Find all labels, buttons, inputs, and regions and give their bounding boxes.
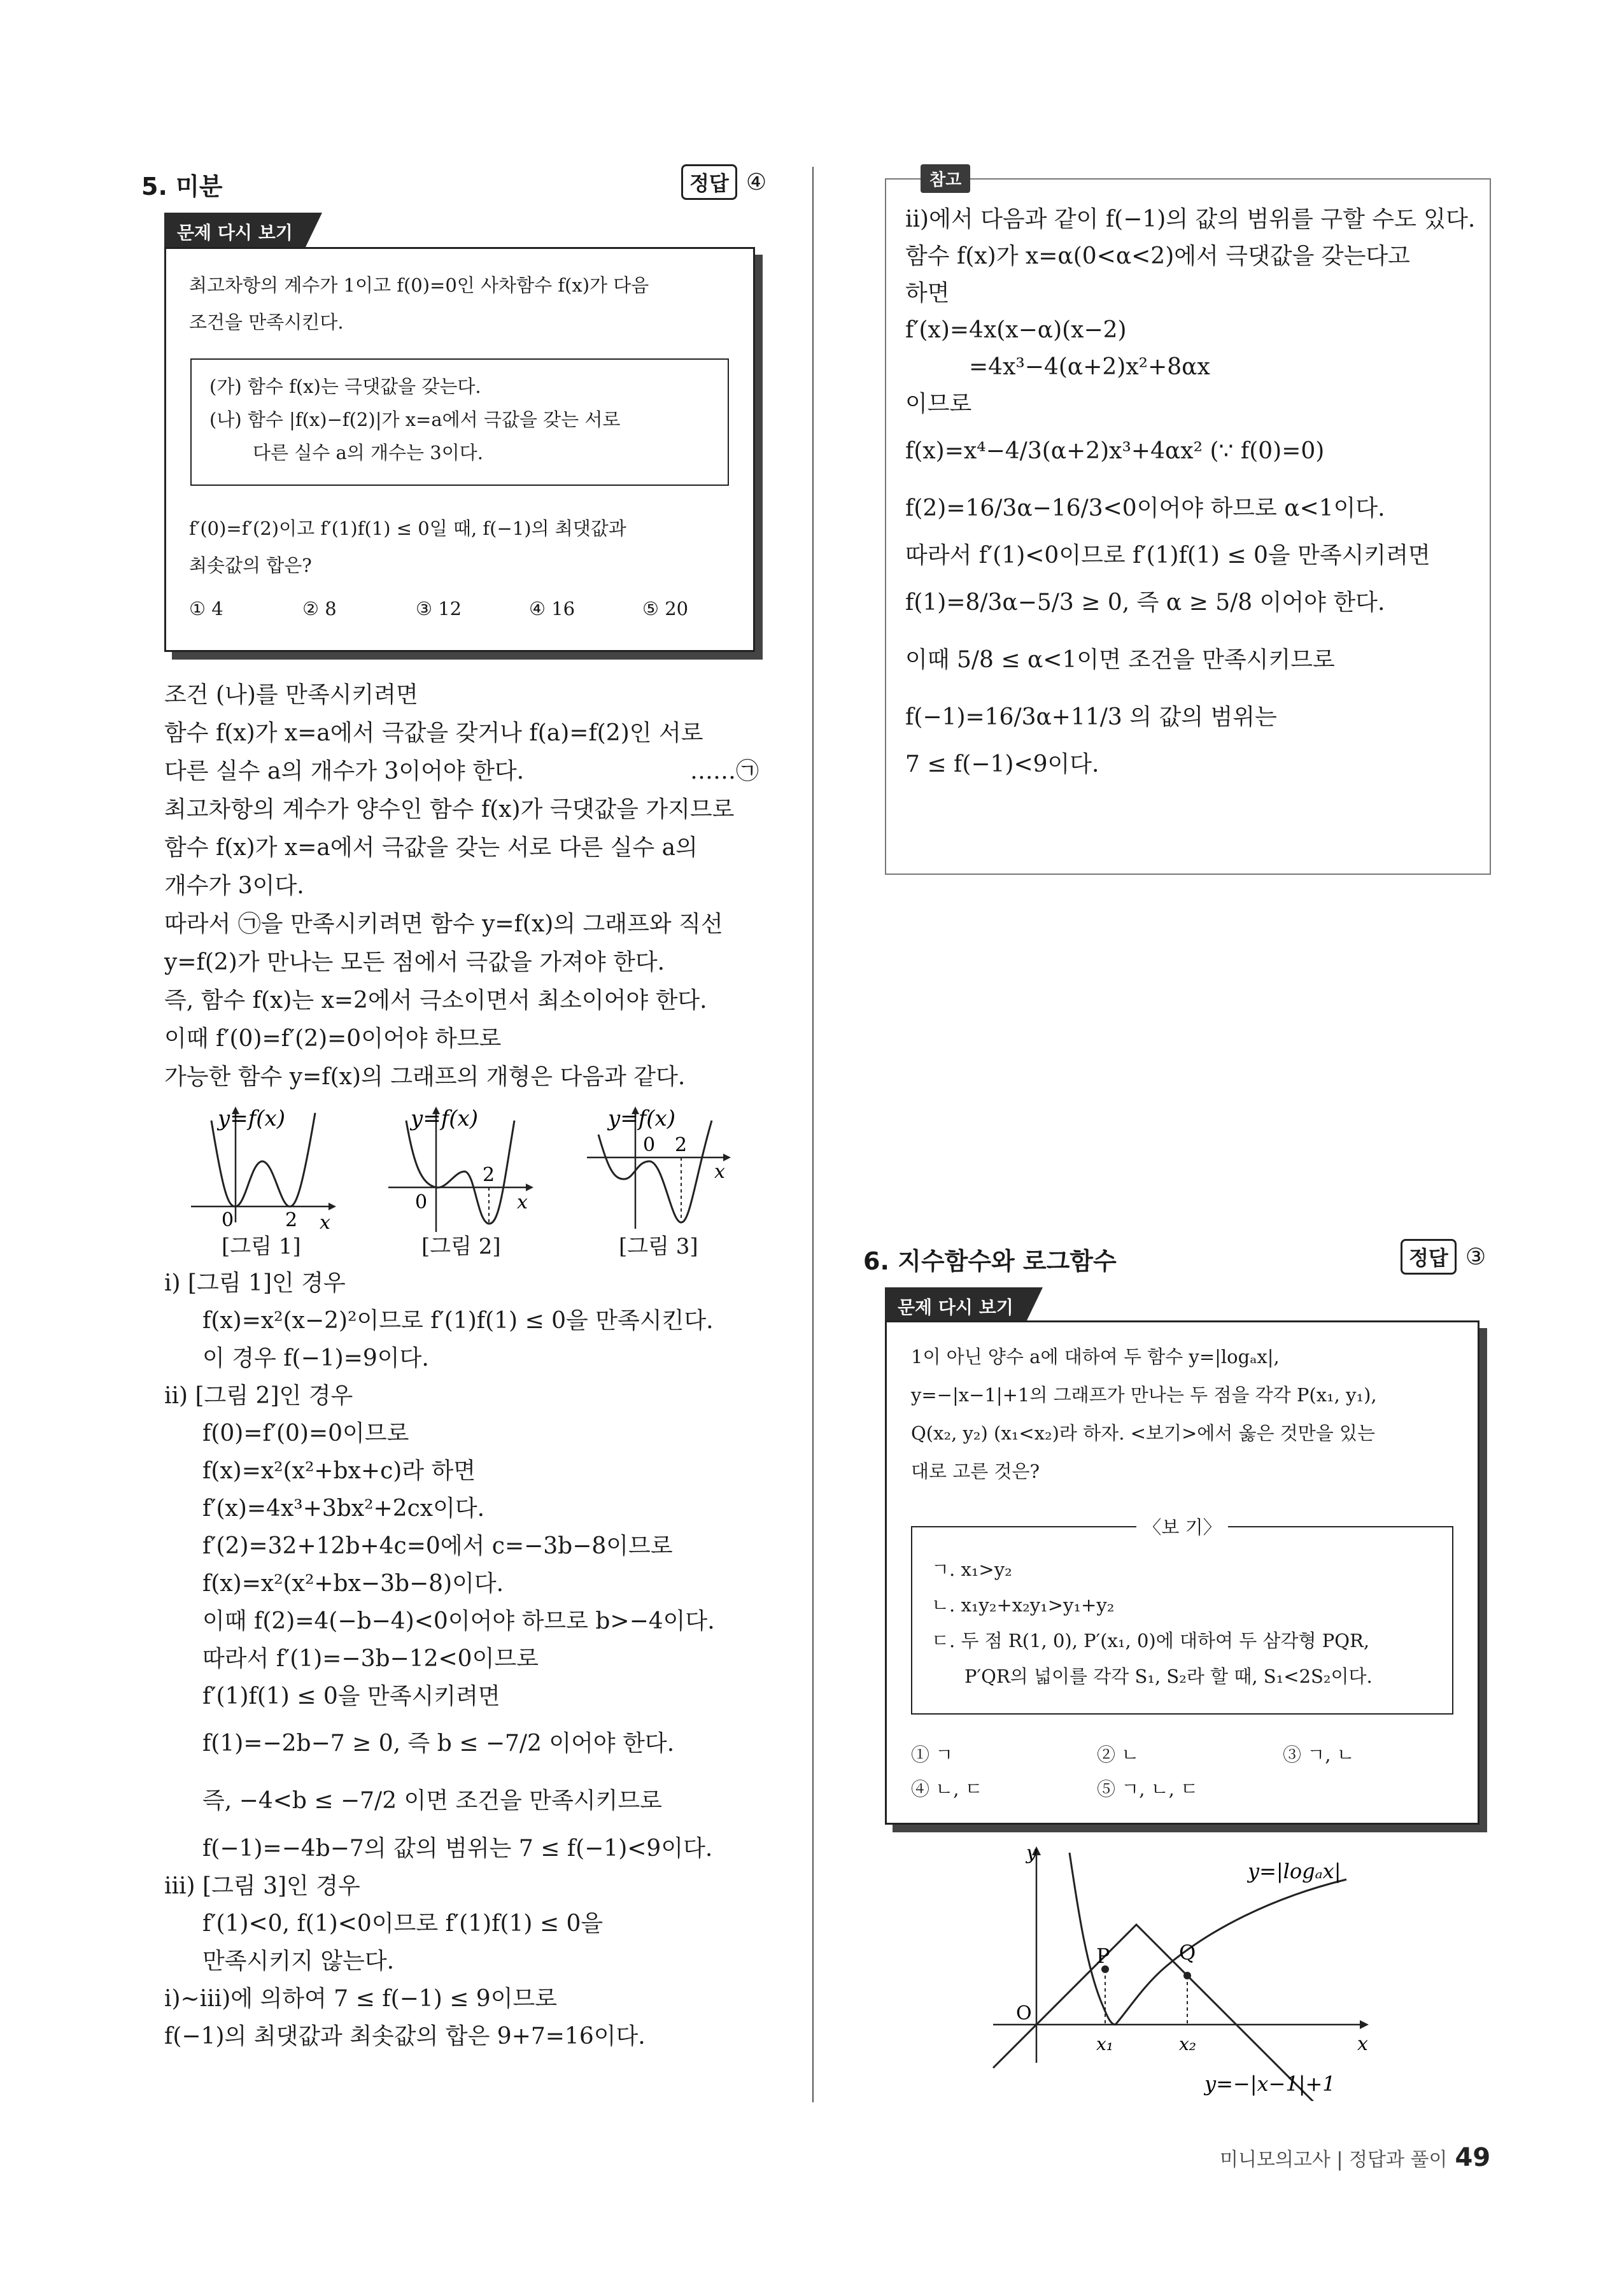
q5-choice-2: ② 8 bbox=[302, 598, 337, 619]
graph-1 bbox=[191, 1106, 336, 1234]
q6-graph bbox=[980, 1834, 1439, 2101]
reference-line: f(−1)=16/3α+11/3 의 값의 범위는 bbox=[905, 704, 1277, 730]
solution-line: 이때 f′(0)=f′(2)=0이어야 하므로 bbox=[164, 1026, 502, 1052]
q6-choice-5: ⑤ ㄱ, ㄴ, ㄷ bbox=[1097, 1778, 1199, 1800]
bogi-item-digeut: ㄷ. 두 점 R(1, 0), P′(x₁, 0)에 대하여 두 삼각형 PQR, bbox=[931, 1630, 1370, 1652]
solution-line: f′(1)f(1) ≤ 0을 만족시키려면 bbox=[202, 1683, 500, 1709]
solution-line: 함수 f(x)가 x=a에서 극값을 갖는 서로 다른 실수 a의 bbox=[164, 835, 698, 861]
q6-graph-log-label: y=|logₐx| bbox=[1248, 1859, 1341, 1883]
q5-question-line: 최솟값의 합은? bbox=[189, 555, 312, 576]
q6-title: 6. 지수함수와 로그함수 bbox=[863, 1247, 1117, 1275]
graph-1-tick-0: 0 bbox=[222, 1209, 234, 1231]
q6-problem-text bbox=[911, 1338, 1377, 1490]
q6-bogi-items bbox=[931, 1552, 1373, 1694]
solution-line: f(x)=x²(x−2)²이므로 f′(1)f(1) ≤ 0을 만족시킨다. bbox=[202, 1308, 714, 1334]
q5-problem-box bbox=[164, 247, 755, 652]
solution-line: 즉, 함수 f(x)는 x=2에서 극소이면서 최소이어야 한다. bbox=[164, 987, 707, 1014]
q6-graph-origin: O bbox=[1016, 2002, 1032, 2025]
q5-choice-3: ③ 12 bbox=[416, 598, 462, 619]
solution-line: f′(2)=32+12b+4c=0에서 c=−3b−8이므로 bbox=[202, 1533, 673, 1559]
graph-1-axis-x: x bbox=[320, 1212, 330, 1234]
q5-choice-1: ① 4 bbox=[189, 598, 223, 619]
q6-choice-2: ② ㄴ bbox=[1097, 1744, 1140, 1765]
case-2-heading: ⅱ) [그림 2]인 경우 bbox=[164, 1383, 353, 1409]
reference-line: ⅱ)에서 다음과 같이 f(−1)의 값의 범위를 구할 수도 있다. bbox=[905, 206, 1476, 232]
caption-graph-2: [그림 2] bbox=[421, 1234, 501, 1259]
solution-line: f(0)=f′(0)=0이므로 bbox=[202, 1420, 409, 1447]
q6-graph-x2: x₂ bbox=[1179, 2034, 1197, 2055]
solution-line: 다른 실수 a의 개수가 3이어야 한다. bbox=[164, 758, 525, 784]
q5-answer-value: ④ bbox=[745, 169, 767, 195]
solution-line: 함수 f(x)가 x=a에서 극값을 갖거나 f(a)=f(2)인 서로 bbox=[164, 720, 703, 746]
q6-graph-x-axis-label: x bbox=[1357, 2033, 1368, 2055]
solution-line: ⅰ)~ⅲ)에 의하여 7 ≤ f(−1) ≤ 9이므로 bbox=[164, 1986, 558, 2012]
q6-graph-abs-label: y=−|x−1|+1 bbox=[1204, 2072, 1336, 2096]
q6-graph-y-axis-label: y bbox=[1026, 1842, 1037, 1864]
condition-ga: (가) 함수 f(x)는 극댓값을 갖는다. bbox=[209, 376, 481, 397]
reference-line: f(1)=8/3α−5/3 ≥ 0, 즉 α ≥ 5/8 이어야 한다. bbox=[905, 590, 1385, 616]
q5-choice-5: ⑤ 20 bbox=[642, 598, 689, 619]
q6-answer-value: ③ bbox=[1465, 1243, 1486, 1270]
q5-conditions-text bbox=[209, 370, 620, 469]
graph-1-tick-2: 2 bbox=[285, 1209, 298, 1231]
graph-3-tick-2: 2 bbox=[675, 1134, 688, 1156]
q6-problem-line: Q(x₂, y₂) (x₁<x₂)라 하자. <보기>에서 옳은 것만을 있는 bbox=[911, 1422, 1376, 1444]
q5-choices bbox=[189, 598, 688, 619]
q6-answer-label: 정답 bbox=[1401, 1239, 1457, 1275]
reference-tab: 참고 bbox=[921, 164, 970, 193]
reference-line: 함수 f(x)가 x=α(0<α<2)에서 극댓값을 갖는다고 bbox=[905, 243, 1410, 269]
graph-2-axis-x: x bbox=[517, 1191, 528, 1213]
column-divider bbox=[812, 167, 814, 2102]
bogi-item-digeut-cont: P′QR의 넓이를 각각 S₁, S₂라 할 때, S₁<2S₂이다. bbox=[964, 1666, 1373, 1687]
q5-question-line: f′(0)=f′(2)이고 f′(1)f(1) ≤ 0일 때, f(−1)의 최댓값과 bbox=[189, 518, 626, 539]
graph-3-label: y=f(x) bbox=[608, 1106, 675, 1131]
page-footer bbox=[1220, 2143, 1490, 2172]
q6-problem-line: 대로 고른 것은? bbox=[911, 1461, 1040, 1482]
solution-line: 만족시키지 않는다. bbox=[202, 1948, 395, 1974]
q6-bogi-box bbox=[911, 1517, 1453, 1715]
q6-choice-1: ① ㄱ bbox=[911, 1744, 954, 1765]
solution-line: f(−1)=−4b−7의 값의 범위는 7 ≤ f(−1)<9이다. bbox=[202, 1836, 713, 1862]
reference-line: f′(x)=4x(x−α)(x−2) bbox=[905, 317, 1127, 343]
reference-text bbox=[905, 201, 1475, 783]
caption-graph-3: [그림 3] bbox=[619, 1234, 698, 1259]
reference-line: 이므로 bbox=[905, 391, 972, 417]
condition-na: (나) 함수 |f(x)−f(2)|가 x=a에서 극값을 갖는 서로 bbox=[209, 409, 621, 430]
solution-line: f′(1)<0, f(1)<0이므로 f′(1)f(1) ≤ 0을 bbox=[202, 1911, 604, 1937]
solution-line: 따라서 ㉠을 만족시키려면 함수 y=f(x)의 그래프와 직선 bbox=[164, 911, 723, 937]
q6-graph-point-p: P bbox=[1096, 1944, 1110, 1968]
solution-line: 가능한 함수 y=f(x)의 그래프의 개형은 다음과 같다. bbox=[164, 1064, 686, 1090]
q6-choice-3: ③ ㄱ, ㄴ bbox=[1283, 1744, 1355, 1765]
graph-3 bbox=[587, 1106, 731, 1229]
q6-problem-line: 1이 아닌 양수 a에 대하여 두 함수 y=|logₐx|, bbox=[911, 1346, 1280, 1368]
solution-line: 즉, −4<b ≤ −7/2 이면 조건을 만족시키므로 bbox=[202, 1788, 662, 1814]
reference-line: 따라서 f′(1)<0이므로 f′(1)f(1) ≤ 0을 만족시키려면 bbox=[905, 542, 1430, 569]
q6-problem-box bbox=[885, 1320, 1479, 1825]
bogi-item-nieun: ㄴ. x₁y₂+x₂y₁>y₁+y₂ bbox=[931, 1594, 1115, 1616]
graph-3-tick-0: 0 bbox=[643, 1134, 656, 1156]
graph-1-label: y=f(x) bbox=[218, 1106, 285, 1131]
solution-line: 조건 (나)를 만족시키려면 bbox=[164, 682, 418, 708]
case-1-heading: ⅰ) [그림 1]인 경우 bbox=[164, 1270, 346, 1296]
q5-problem-text bbox=[189, 267, 649, 341]
solution-line: 최고차항의 계수가 양수인 함수 f(x)가 극댓값을 가지므로 bbox=[164, 796, 735, 823]
graph-3-axis-x: x bbox=[714, 1161, 725, 1183]
solution-line: f(x)=x²(x²+bx+c)라 하면 bbox=[202, 1458, 476, 1484]
graph-2 bbox=[388, 1106, 533, 1232]
q5-answer bbox=[681, 164, 766, 200]
q6-choice-4: ④ ㄴ, ㄷ bbox=[911, 1778, 983, 1800]
footer-text: 미니모의고사 | 정답과 풀이 bbox=[1220, 2149, 1448, 2171]
q5-review-tab: 문제 다시 보기 bbox=[164, 213, 306, 247]
q6-answer bbox=[1401, 1239, 1486, 1275]
q6-review-tab: 문제 다시 보기 bbox=[885, 1287, 1026, 1322]
q5-solution-a bbox=[164, 676, 734, 1096]
graph-2-tick-2: 2 bbox=[483, 1164, 495, 1186]
reference-line: =4x³−4(α+2)x²+8αx bbox=[969, 354, 1210, 380]
solution-line: 개수가 3이다. bbox=[164, 873, 304, 899]
solution-line: 이 경우 f(−1)=9이다. bbox=[202, 1345, 429, 1371]
q5-problem-line: 조건을 만족시킨다. bbox=[189, 311, 344, 333]
solution-line: 이때 f(2)=4(−b−4)<0이어야 하므로 b>−4이다. bbox=[202, 1608, 715, 1634]
reference-line: 하면 bbox=[905, 280, 950, 306]
reference-line: 이때 5/8 ≤ α<1이면 조건을 만족시키므로 bbox=[905, 647, 1335, 673]
q5-question bbox=[189, 510, 626, 584]
bogi-item-giyeok: ㄱ. x₁>y₂ bbox=[931, 1559, 1012, 1580]
solution-line: f′(x)=4x³+3bx²+2cx이다. bbox=[202, 1496, 485, 1522]
q6-graph-x1: x₁ bbox=[1096, 2034, 1114, 2055]
q6-bogi-title-wrap bbox=[912, 1513, 1452, 1539]
marker-giyeok: ……㉠ bbox=[690, 758, 759, 784]
q5-choice-4: ④ 16 bbox=[529, 598, 575, 619]
graph-2-tick-0: 0 bbox=[415, 1191, 428, 1213]
q6-problem-line: y=−|x−1|+1의 그래프가 만나는 두 점을 각각 P(x₁, y₁), bbox=[911, 1384, 1377, 1406]
case-3-heading: ⅲ) [그림 3]인 경우 bbox=[164, 1873, 360, 1899]
reference-line: f(2)=16/3α−16/3<0이어야 하므로 α<1이다. bbox=[905, 495, 1385, 521]
solution-conclusion: f(−1)의 최댓값과 최솟값의 합은 9+7=16이다. bbox=[164, 2023, 646, 2049]
q5-solution-b bbox=[164, 1264, 715, 2055]
reference-line: 7 ≤ f(−1)<9이다. bbox=[905, 751, 1099, 777]
condition-na-cont: 다른 실수 a의 개수는 3이다. bbox=[253, 442, 483, 463]
graph-2-label: y=f(x) bbox=[411, 1106, 478, 1131]
q6-graph-point-q: Q bbox=[1179, 1941, 1196, 1965]
q5-answer-label: 정답 bbox=[681, 164, 737, 200]
caption-graph-1: [그림 1] bbox=[222, 1234, 301, 1259]
solution-line: 따라서 f′(1)=−3b−12<0이므로 bbox=[202, 1646, 539, 1672]
reference-line: f(x)=x⁴−4/3(α+2)x³+4αx² (∵ f(0)=0) bbox=[905, 438, 1325, 464]
solution-line: f(x)=x²(x²+bx−3b−8)이다. bbox=[202, 1571, 504, 1597]
solution-line: y=f(2)가 만나는 모든 점에서 극값을 가져야 한다. bbox=[164, 949, 665, 975]
solution-line: f(1)=−2b−7 ≥ 0, 즉 b ≤ −7/2 이어야 한다. bbox=[202, 1730, 675, 1757]
q6-bogi-title: 〈보 기〉 bbox=[1136, 1517, 1227, 1538]
q5-title: 5. 미분 bbox=[141, 173, 223, 201]
q5-conditions-box bbox=[190, 358, 729, 486]
q6-choices bbox=[911, 1737, 1355, 1806]
q5-problem-line: 최고차항의 계수가 1이고 f(0)=0인 사차함수 f(x)가 다음 bbox=[189, 274, 649, 296]
page-number: 49 bbox=[1455, 2143, 1491, 2172]
